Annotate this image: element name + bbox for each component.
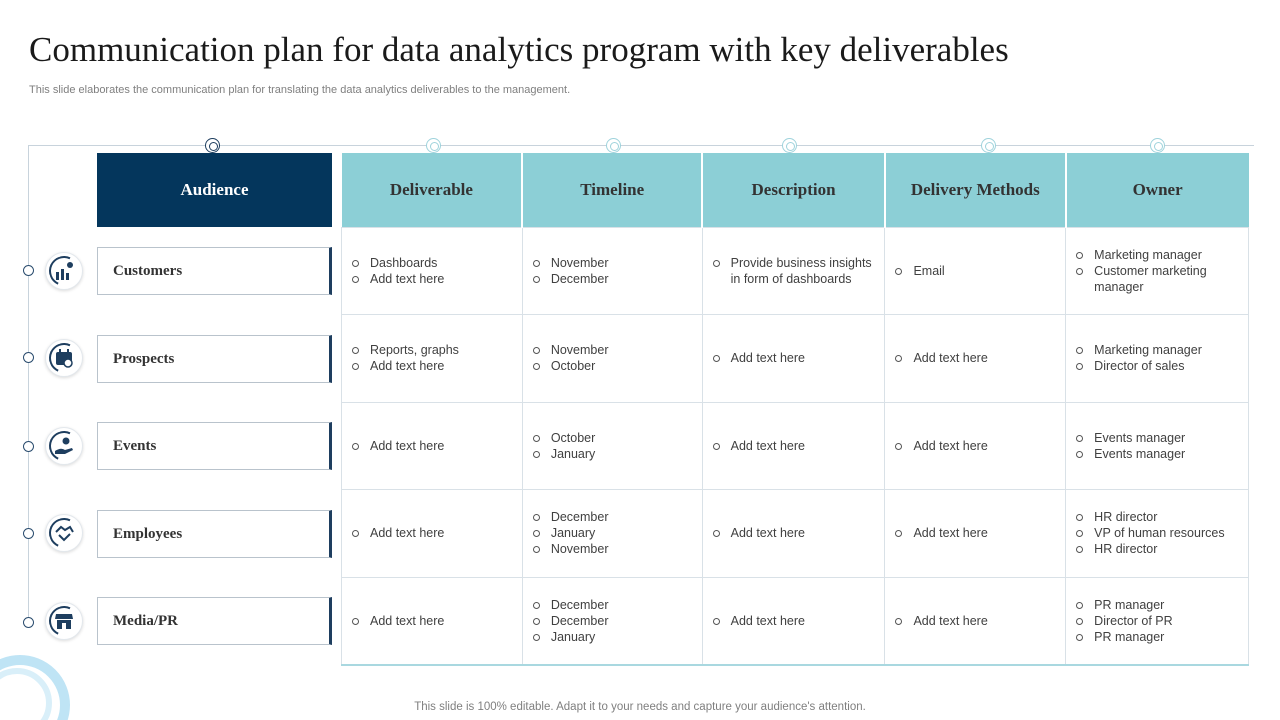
header-delivery-methods: Delivery Methods [885,153,1066,227]
bullet-list [533,342,692,374]
row-dot-icon [23,617,34,628]
cell-deliverable [342,315,523,403]
row-dot-icon [23,352,34,363]
store-icon [45,602,83,640]
bullet-list [1076,430,1238,462]
hand-person-icon [45,427,83,465]
timeline-dot-icon [981,138,996,153]
table-row [342,490,1249,578]
cell-timeline [522,577,702,665]
bullet-list [533,597,692,645]
list-item: October [533,430,692,446]
bullet-list [895,263,1055,279]
list-item: January [533,629,692,645]
cell-delivery-methods [885,315,1066,403]
bullet-list [352,255,512,287]
list-item: Events manager [1076,430,1238,446]
timeline-dot-icon [606,138,621,153]
cell-timeline [522,227,702,315]
list-item: PR manager [1076,629,1238,645]
list-item: VP of human resources [1076,525,1238,541]
list-item: Add text here [352,438,512,454]
bullet-list [713,350,875,366]
list-item: Add text here [895,438,1055,454]
cell-owner [1066,490,1249,578]
list-item: December [533,613,692,629]
list-item: November [533,255,692,271]
cell-owner [1066,402,1249,490]
header-owner: Owner [1066,153,1249,227]
bullet-list [352,342,512,374]
slide-subtitle: This slide elaborates the communication plan for translating the data analytics deliverables to the management. [29,84,571,96]
bullet-list [533,509,692,557]
list-item: December [533,509,692,525]
bullet-list [533,255,692,287]
cell-deliverable [342,402,523,490]
list-item: Add text here [713,525,875,541]
cell-owner [1066,577,1249,665]
cell-timeline [522,490,702,578]
list-item: HR director [1076,541,1238,557]
table-row [342,315,1249,403]
list-item: Director of sales [1076,358,1238,374]
list-item: Provide business insights in form of dashboards [713,255,875,287]
list-item: November [533,342,692,358]
list-item: Dashboards [352,255,512,271]
bullet-list [1076,509,1238,557]
audience-media-pr: Media/PR [97,597,332,645]
list-item: Add text here [713,438,875,454]
bullet-list [895,438,1055,454]
bullet-list [895,525,1055,541]
list-item: November [533,541,692,557]
timeline-dot-icon [205,138,220,153]
cell-description [702,402,885,490]
row-dot-icon [23,265,34,276]
list-item: Customer marketing manager [1076,263,1238,295]
list-item: Add text here [352,525,512,541]
bullet-list [1076,342,1238,374]
list-item: October [533,358,692,374]
table-row [342,227,1249,315]
audience-header: Audience [97,153,332,227]
people-growth-icon [45,252,83,290]
cell-delivery-methods [885,402,1066,490]
header-description: Description [702,153,885,227]
cell-owner [1066,227,1249,315]
audience-employees: Employees [97,510,332,558]
table-body [342,227,1249,665]
cell-deliverable [342,490,523,578]
bullet-list [713,525,875,541]
list-item: Events manager [1076,446,1238,462]
cell-description [702,315,885,403]
cell-description [702,577,885,665]
list-item: Add text here [895,350,1055,366]
bullet-list [533,430,692,462]
cell-delivery-methods [885,490,1066,578]
list-item: Add text here [713,613,875,629]
bullet-list [352,525,512,541]
cell-description [702,490,885,578]
calendar-person-icon [45,339,83,377]
timeline-dot-icon [782,138,797,153]
cell-timeline [522,315,702,403]
timeline-dot-icon [426,138,441,153]
bullet-list [713,613,875,629]
bullet-list [1076,247,1238,295]
table-header-row [342,153,1249,227]
timeline-dot-icon [1150,138,1165,153]
list-item: December [533,271,692,287]
cell-deliverable [342,227,523,315]
list-item: Reports, graphs [352,342,512,358]
audience-customers: Customers [97,247,332,295]
list-item: HR director [1076,509,1238,525]
bullet-list [713,438,875,454]
audience-events: Events [97,422,332,470]
slide-title: Communication plan for data analytics program with key deliverables [29,30,1009,69]
handshake-icon [45,514,83,552]
list-item: Add text here [352,358,512,374]
list-item: Add text here [352,613,512,629]
list-item: Director of PR [1076,613,1238,629]
cell-timeline [522,402,702,490]
list-item: Add text here [895,613,1055,629]
list-item: Add text here [895,525,1055,541]
list-item: Add text here [713,350,875,366]
cell-description [702,227,885,315]
list-item: January [533,525,692,541]
footer-note: This slide is 100% editable. Adapt it to your needs and capture your audience's attention. [414,701,866,713]
table-row [342,577,1249,665]
row-dot-icon [23,528,34,539]
header-deliverable: Deliverable [342,153,523,227]
bullet-list [352,438,512,454]
list-item: Marketing manager [1076,342,1238,358]
list-item: PR manager [1076,597,1238,613]
list-item: January [533,446,692,462]
cell-deliverable [342,577,523,665]
bullet-list [895,350,1055,366]
row-dot-icon [23,441,34,452]
header-timeline: Timeline [522,153,702,227]
bullet-list [352,613,512,629]
bullet-list [713,255,875,287]
timeline-left-line [28,145,29,625]
bullet-list [895,613,1055,629]
list-item: Marketing manager [1076,247,1238,263]
audience-prospects: Prospects [97,335,332,383]
list-item: Email [895,263,1055,279]
cell-delivery-methods [885,577,1066,665]
cell-delivery-methods [885,227,1066,315]
table-row [342,402,1249,490]
list-item: December [533,597,692,613]
cell-owner [1066,315,1249,403]
bullet-list [1076,597,1238,645]
communication-plan-table [341,153,1249,666]
list-item: Add text here [352,271,512,287]
